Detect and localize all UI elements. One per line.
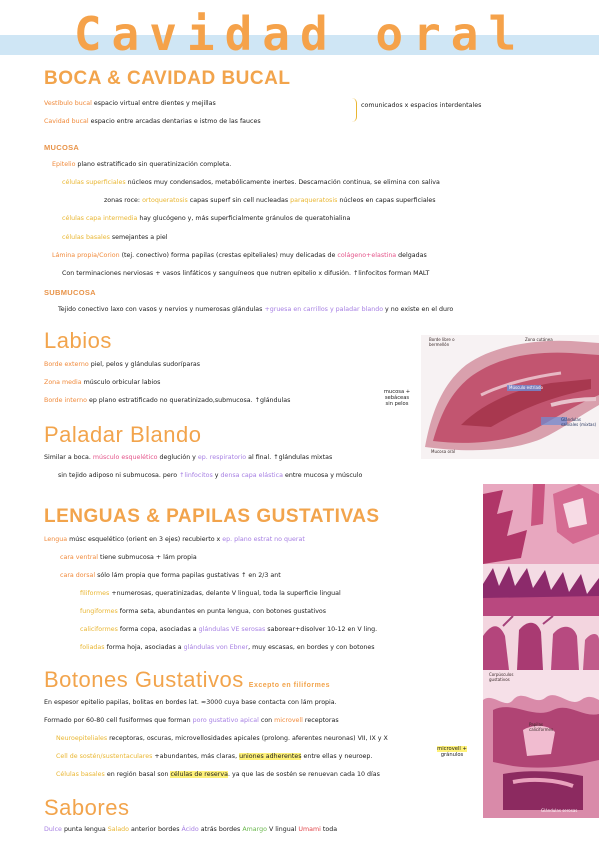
botones-line-2: Formado por 60-80 cell fusiformes que forman poro gustativo apical con microvell receptoras bbox=[44, 717, 339, 724]
heading-paladar: Paladar Blando bbox=[44, 422, 202, 447]
submucosa-text: Tejido conectivo laxo con vasos y nervios y numerosas glándulas +gruesa en carrillos y paladar blando y no existe en el duro bbox=[58, 306, 454, 313]
tongue-label-papilas: Papilas caliciformes bbox=[529, 722, 554, 732]
lip-histology-image bbox=[421, 335, 599, 459]
mucosa-zonas-roce: zonas roce: ortoqueratosis capas superf sin cell nucleadas paraqueratosis núcleos en capas superficiales bbox=[104, 197, 436, 204]
heading-boca: BOCA & CAVIDAD BUCAL bbox=[44, 68, 291, 89]
lip-label-borde: Borde libre o bermellón bbox=[429, 337, 455, 347]
paladar-line-1: Similar a boca. músculo esquelético deglución y ep. respiratorio al final. ↑glándulas mixtas bbox=[44, 454, 333, 461]
lip-label-musculo: Músculo estriado bbox=[509, 385, 543, 390]
labios-line-2: Zona media músculo orbicular labios bbox=[44, 379, 161, 386]
tongue-image-2-svg bbox=[483, 564, 599, 616]
heading-mucosa: MUCOSA bbox=[44, 143, 80, 152]
brace-note: comunicados x espacios interdentales bbox=[361, 102, 482, 109]
tongue-label-corpusculos: Corpúsculos gustativos bbox=[489, 672, 514, 682]
boca-line-1: Vestíbulo bucal espacio virtual entre dientes y mejillas bbox=[44, 100, 216, 107]
brace-marker bbox=[352, 98, 357, 122]
heading-labios: Labios bbox=[44, 328, 112, 353]
tongue-image-1-svg bbox=[483, 484, 599, 564]
lengua-dorsal: cara dorsal sólo lám propia que forma papilas gustativas ↑ en 2/3 ant bbox=[60, 572, 281, 579]
tongue-image-1 bbox=[483, 484, 599, 564]
lip-label-mucosa: Mucosa oral bbox=[431, 449, 456, 454]
lengua-caliciformes: caliciformes forma copa, asociadas a glándulas VE serosas saborear+disolver 10-12 en V ling. bbox=[80, 626, 378, 633]
lip-label-glandulas: Glándulas salivales (mixtas) bbox=[561, 417, 597, 427]
sabores-line: Dulce punta lengua Salado anterior bordes Ácido atrás bordes Amargo V lingual Umami toda bbox=[44, 826, 338, 833]
lip-histology-svg bbox=[421, 335, 599, 459]
botones-basales: Células basales en región basal son células de reserva. ya que las de sostén se renuevan cada 10 días bbox=[56, 771, 380, 778]
paladar-line-2: sin tejido adiposo ni submucosa. pero ↑linfocitos y densa capa elástica entre mucosa y músculo bbox=[58, 472, 363, 479]
mucosa-intermedia: células capa intermedia hay glucógeno y, más superficialmente gránulos de queratohialina bbox=[62, 215, 351, 222]
heading-botones: Botones Gustativos Excepto en filiformes bbox=[44, 667, 331, 692]
botones-sosten: Cell de sostén/sustentaculares +abundantes, más claras, uniones adherentes entre ellas y neuroep. bbox=[56, 753, 373, 760]
tongue-image-3-svg bbox=[483, 616, 599, 670]
lip-label-cutanea: Zona cutánea bbox=[525, 337, 553, 342]
tongue-image-4 bbox=[483, 670, 599, 818]
mucosa-basales: células basales semejantes a piel bbox=[62, 234, 168, 241]
labios-note-stack: mucosa + sebáceas sin pelos bbox=[383, 389, 411, 407]
lengua-line-1: Lengua músc esquelético (orient en 3 ejes) recubierto x ep. plano estrat no querat bbox=[44, 536, 305, 543]
botones-line-1: En espesor epitelio papilas, bolitas en bordes lat. ≈3000 cuya base contacta con lám propia. bbox=[44, 699, 337, 706]
heading-lengua: LENGUAS & PAPILAS GUSTATIVAS bbox=[44, 506, 380, 527]
mucosa-lamina-line-2: Con terminaciones nerviosas + vasos linfáticos y sanguíneos que nutren epitelio x difusión. ↑linfocitos forman MALT bbox=[62, 270, 430, 277]
labios-line-3: Borde interno ep plano estratificado no queratinizado,submucosa. ↑glándulas bbox=[44, 397, 291, 404]
lengua-foliadas: foliadas forma hoja, asociadas a glándulas von Ebner, muy escasas, en bordes y con botones bbox=[80, 644, 375, 651]
lengua-ventral: cara ventral tiene submucosa + lám propia bbox=[60, 554, 197, 561]
tongue-label-glandulas: Glándulas serosas bbox=[541, 808, 578, 813]
botones-neuroepiteliales: Neuroepiteliales receptoras, oscuras, microvellosidades apicales (prolong. aferentes neuronas) VII, IX y X bbox=[56, 735, 388, 742]
mucosa-superficiales: células superficiales núcleos muy condensados, metabólicamente inertes. Descamación continua, se elimina con saliva bbox=[62, 179, 440, 186]
labios-line-1: Borde externo piel, pelos y glándulas sudoríparas bbox=[44, 361, 201, 368]
botones-note-stack: microvell + gránulos bbox=[437, 746, 467, 758]
page-title: Cavidad oral bbox=[73, 7, 527, 61]
mucosa-lamina-propia: Lámina propia/Corion (tej. conectivo) forma papilas (crestas epiteliales) muy delicadas de colágeno+elastina delgadas bbox=[52, 252, 427, 259]
botones-heading-note: Excepto en filiformes bbox=[248, 682, 331, 689]
boca-line-2: Cavidad bucal espacio entre arcadas dentarias e istmo de las fauces bbox=[44, 118, 261, 125]
tongue-image-4-svg bbox=[483, 670, 599, 818]
mucosa-epitelio: Epitelio plano estratificado sin queratinización completa. bbox=[52, 161, 232, 168]
lengua-filiformes: filiformes +numerosas, queratinizadas, delante V lingual, toda la superficie lingual bbox=[80, 590, 341, 597]
heading-sabores: Sabores bbox=[44, 795, 130, 820]
tongue-image-3 bbox=[483, 616, 599, 670]
tongue-image-2 bbox=[483, 564, 599, 616]
heading-submucosa: SUBMUCOSA bbox=[44, 288, 96, 297]
lengua-fungiformes: fungiformes forma seta, abundantes en punta lengua, con botones gustativos bbox=[80, 608, 327, 615]
